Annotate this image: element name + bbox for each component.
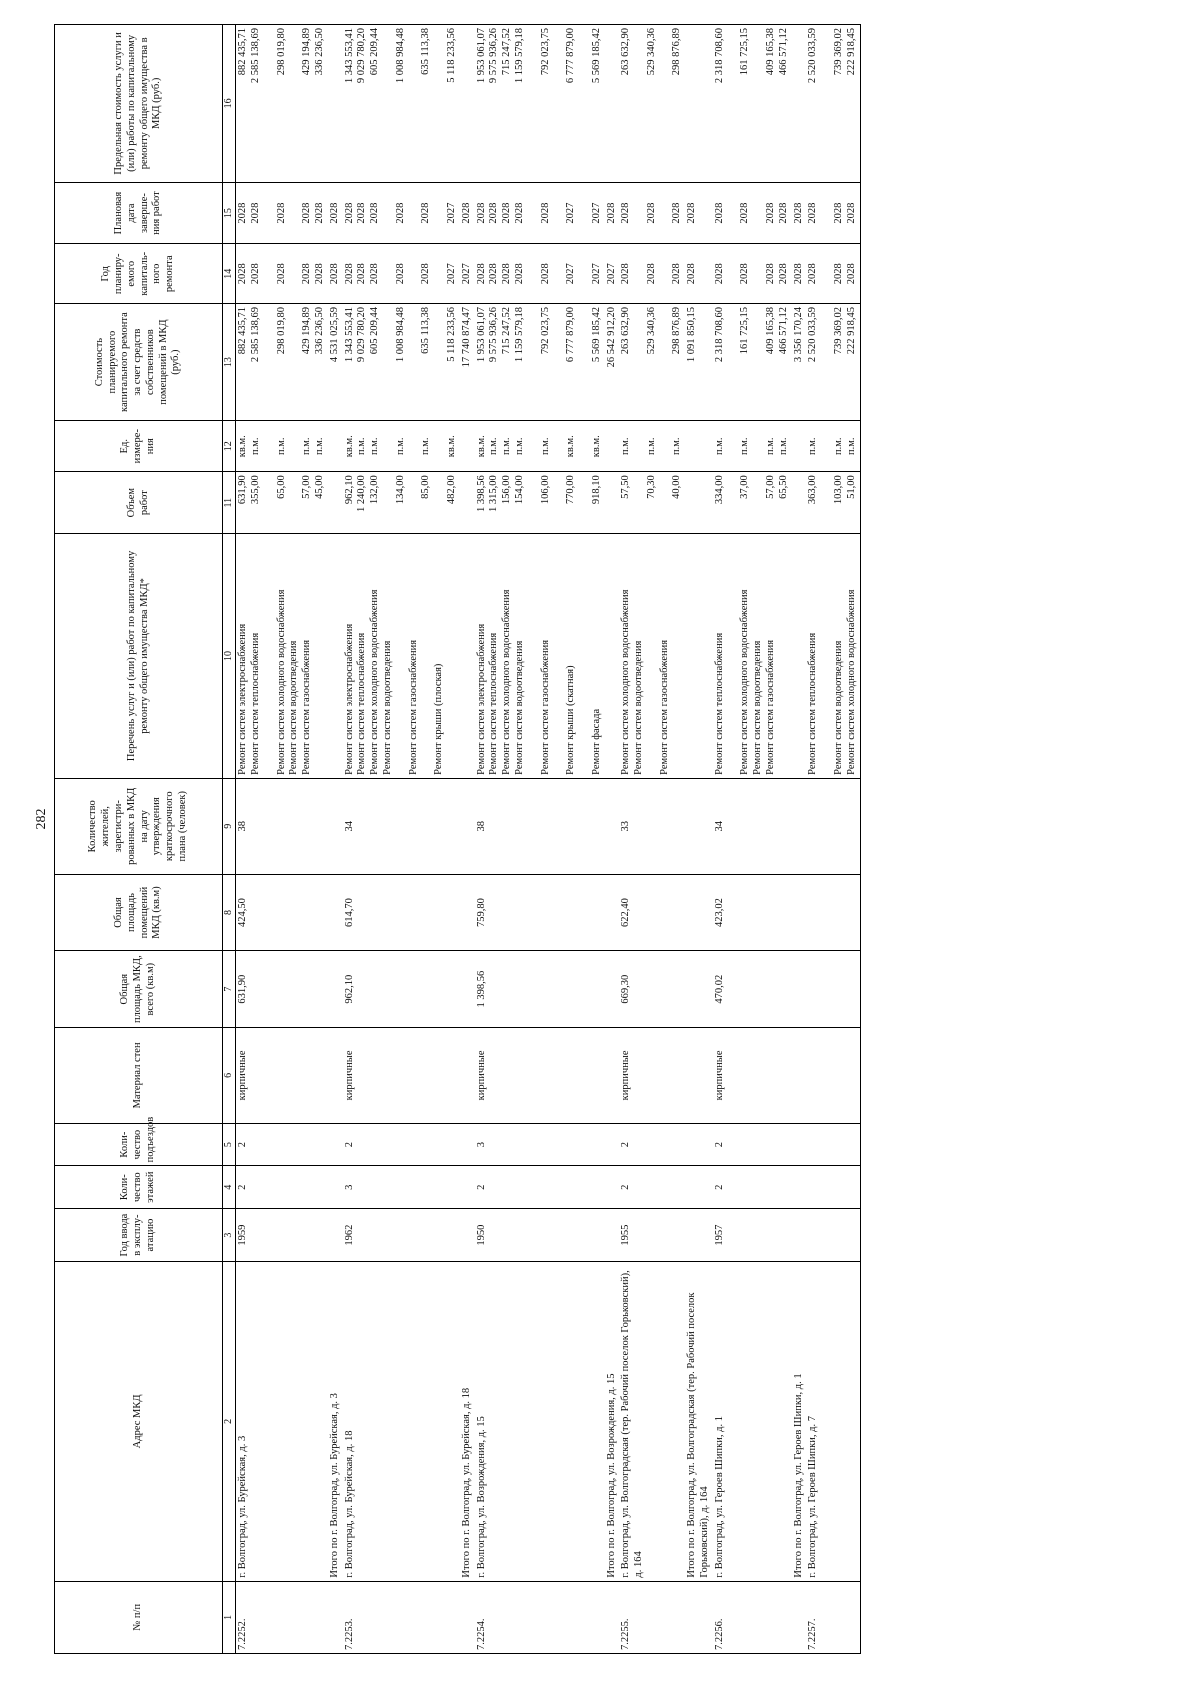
wall-material-cell: кирпичные [343, 1028, 460, 1124]
works-list-cell [605, 534, 620, 779]
planned-cost-cell: 882 435,71 2 585 138,69 298 019,80 429 194,89 336 236,50 [236, 304, 328, 421]
completion-date-cell: 2028 2028 2028 2028 [713, 182, 792, 244]
unit-cell [605, 421, 620, 472]
work-volume-cell [460, 472, 475, 534]
entrances-cell [792, 1123, 807, 1166]
header-cell: Стоимость планируемого капитального ремонта за счет средств собственников помещений в МКД (руб.) [55, 304, 223, 421]
planned-cost-cell: 1 343 553,41 9 029 780,20 605 209,44 1 008 984,48 635 113,38 5 118 233,56 [343, 304, 460, 421]
residents-cell: 33 [619, 778, 685, 874]
work-volume-cell: 962,10 1 240,00 132,00 134,00 85,00 482,00 [343, 472, 460, 534]
column-number: 3 [223, 1208, 236, 1261]
column-number: 6 [223, 1028, 236, 1124]
unit-cell [685, 421, 713, 472]
year-built-cell [328, 1208, 343, 1261]
total-area-cell [792, 951, 807, 1028]
planned-cost-cell: 3 356 170,24 [792, 304, 807, 421]
repair-year-cell: 2028 2028 2028 [619, 244, 685, 304]
repair-year-cell: 2028 2028 2028 2028 2028 [236, 244, 328, 304]
repair-year-cell: 2028 2028 2028 [806, 244, 860, 304]
total-row [605, 25, 620, 1654]
address-cell: Итого по г. Волгоград, ул. Волгоградская (тер. Рабочий поселок Горьковский), д. 164 [685, 1262, 713, 1581]
total-area-cell [328, 951, 343, 1028]
max-cost-cell [328, 25, 343, 183]
unit-cell: кв.м. п.м. п.м. п.м. п.м. кв.м. [343, 421, 460, 472]
column-number: 12 [223, 421, 236, 472]
floors-cell: 2 [619, 1166, 685, 1209]
row-number-cell: 7.2257. [806, 1581, 860, 1653]
residents-cell: 34 [713, 778, 792, 874]
row-number-cell [792, 1581, 807, 1653]
header-cell: Объем работ [55, 472, 223, 534]
table-row [236, 25, 328, 1654]
column-number: 8 [223, 874, 236, 951]
unit-cell: кв.м. п.м. п.м. п.м. п.м. [236, 421, 328, 472]
unit-cell: п.м. п.м. п.м. [619, 421, 685, 472]
row-number-cell [605, 1581, 620, 1653]
total-area-cell: 631,90 [236, 951, 328, 1028]
max-cost-cell [605, 25, 620, 183]
row-number-cell: 7.2256. [713, 1581, 792, 1653]
floors-cell [792, 1166, 807, 1209]
premises-area-cell: 759,80 [475, 874, 605, 951]
works-list-cell: Ремонт систем теплоснабжения Ремонт систем холодного водоснабжения Ремонт систем водоотведения Ремонт систем газоснабжения [713, 534, 792, 779]
planned-cost-cell: 4 531 025,59 [328, 304, 343, 421]
entrances-cell [460, 1123, 475, 1166]
wall-material-cell [328, 1028, 343, 1124]
table-row [806, 25, 860, 1654]
row-number-cell [328, 1581, 343, 1653]
header-cell: Коли-чество подъездов [55, 1123, 223, 1166]
repair-year-cell: 2028 2028 2028 2028 2028 2027 2027 [475, 244, 605, 304]
residents-cell [685, 778, 713, 874]
floors-cell [685, 1166, 713, 1209]
entrances-cell: 2 [713, 1123, 792, 1166]
table-row [713, 25, 792, 1654]
total-area-cell [460, 951, 475, 1028]
row-number-cell: 7.2255. [619, 1581, 685, 1653]
floors-cell [605, 1166, 620, 1209]
entrances-cell: 2 [236, 1123, 328, 1166]
year-built-cell: 1950 [475, 1208, 605, 1261]
premises-area-cell: 424,50 [236, 874, 328, 951]
max-cost-cell: 2 520 033,59 739 369,02 222 918,45 [806, 25, 860, 183]
wall-material-cell: кирпичные [475, 1028, 605, 1124]
completion-date-cell: 2028 2028 2028 [806, 182, 860, 244]
wall-material-cell: кирпичные [619, 1028, 685, 1124]
header-cell: Общая площадь помещений МКД (кв.м) [55, 874, 223, 951]
residents-cell [328, 778, 343, 874]
wall-material-cell [806, 1028, 860, 1124]
year-built-cell [792, 1208, 807, 1261]
table-row [619, 25, 685, 1654]
work-volume-cell: 334,00 37,00 57,00 65,50 [713, 472, 792, 534]
unit-cell [792, 421, 807, 472]
total-area-cell: 470,02 [713, 951, 792, 1028]
completion-date-cell: 2028 [328, 182, 343, 244]
address-cell: г. Волгоград, ул. Бурейская, д. 18 [343, 1262, 460, 1581]
address-cell: г. Волгоград, ул. Волгоградская (тер. Рабочий поселок Горьковский), д. 164 [619, 1262, 685, 1581]
premises-area-cell [605, 874, 620, 951]
planned-cost-cell: 2 520 033,59 739 369,02 222 918,45 [806, 304, 860, 421]
column-number: 4 [223, 1166, 236, 1209]
table-body [236, 25, 860, 1654]
residents-cell: 38 [475, 778, 605, 874]
address-cell: Итого по г. Волгоград, ул. Бурейская, д. 18 [460, 1262, 475, 1581]
completion-date-cell: 2028 [605, 182, 620, 244]
work-volume-cell: 363,00 103,00 51,00 [806, 472, 860, 534]
planned-cost-cell: 2 318 708,60 161 725,15 409 165,38 466 571,12 [713, 304, 792, 421]
column-number: 2 [223, 1262, 236, 1581]
works-list-cell: Ремонт систем электроснабжения Ремонт систем теплоснабжения Ремонт систем холодного водоснабжения Ремонт систем водоотведения Ремонт систем газоснабжения Ремонт крыши (плоская) [343, 534, 460, 779]
year-built-cell [806, 1208, 860, 1261]
floors-cell: 3 [343, 1166, 460, 1209]
header-cell: Перечень услуг и (или) работ по капитальному ремонту общего имущества МКД* [55, 534, 223, 779]
year-built-cell [605, 1208, 620, 1261]
residents-cell [460, 778, 475, 874]
wall-material-cell [460, 1028, 475, 1124]
works-list-cell [792, 534, 807, 779]
residents-cell [792, 778, 807, 874]
column-number: 7 [223, 951, 236, 1028]
premises-area-cell: 622,40 [619, 874, 685, 951]
premises-area-cell [460, 874, 475, 951]
floors-cell [806, 1166, 860, 1209]
header-cell: Предельная стоимость услуги и (или) работы по капитальному ремонту общего имущества в МКД (руб.) [55, 25, 223, 183]
column-number: 9 [223, 778, 236, 874]
completion-date-cell: 2028 2028 2028 [619, 182, 685, 244]
planned-cost-cell: 1 953 061,07 9 575 936,26 715 247,52 1 159 579,18 792 023,75 6 777 879,00 5 569 185,42 [475, 304, 605, 421]
premises-area-cell [806, 874, 860, 951]
address-cell: Итого по г. Волгоград, ул. Бурейская, д. 3 [328, 1262, 343, 1581]
repair-year-cell: 2028 [328, 244, 343, 304]
address-cell: г. Волгоград, ул. Героев Шипки, д. 7 [806, 1262, 860, 1581]
unit-cell: кв.м. п.м. п.м. п.м. п.м. кв.м. кв.м. [475, 421, 605, 472]
entrances-cell [806, 1123, 860, 1166]
floors-cell: 2 [713, 1166, 792, 1209]
column-number: 1 [223, 1581, 236, 1653]
completion-date-cell: 2028 [792, 182, 807, 244]
header-cell: Количество жителей, зарегистри-рованных в МКД на дату утверждения краткосрочного плана (человек) [55, 778, 223, 874]
column-number: 15 [223, 182, 236, 244]
entrances-cell: 2 [619, 1123, 685, 1166]
unit-cell: п.м. п.м. п.м. п.м. [713, 421, 792, 472]
row-number-cell: 7.2252. [236, 1581, 328, 1653]
completion-date-cell: 2028 2028 2028 2028 2028 2027 [343, 182, 460, 244]
header-cell: Год планиру-емого капиталь-ного ремонта [55, 244, 223, 304]
total-row [685, 25, 713, 1654]
works-list-cell: Ремонт систем теплоснабжения Ремонт систем водоотведения Ремонт систем холодного водоснабжения [806, 534, 860, 779]
unit-cell [460, 421, 475, 472]
max-cost-cell [685, 25, 713, 183]
column-number: 16 [223, 25, 236, 183]
header-cell: № п/п [55, 1581, 223, 1653]
repair-year-cell: 2028 2028 2028 2028 2028 2027 [343, 244, 460, 304]
premises-area-cell: 423,02 [713, 874, 792, 951]
header-row [55, 25, 223, 1654]
column-number-row [223, 25, 236, 1654]
year-built-cell: 1957 [713, 1208, 792, 1261]
column-number: 5 [223, 1123, 236, 1166]
work-volume-cell: 1 398,56 1 315,00 156,00 154,00 106,00 770,00 918,10 [475, 472, 605, 534]
max-cost-cell: 2 318 708,60 161 725,15 409 165,38 466 571,12 [713, 25, 792, 183]
address-cell: г. Волгоград, ул. Героев Шипки, д. 1 [713, 1262, 792, 1581]
planned-cost-cell: 263 632,90 529 340,36 298 876,89 [619, 304, 685, 421]
total-area-cell: 669,30 [619, 951, 685, 1028]
column-number: 13 [223, 304, 236, 421]
year-built-cell [685, 1208, 713, 1261]
planned-cost-cell: 17 740 874,47 [460, 304, 475, 421]
premises-area-cell [328, 874, 343, 951]
max-cost-cell: 882 435,71 2 585 138,69 298 019,80 429 194,89 336 236,50 [236, 25, 328, 183]
wall-material-cell: кирпичные [236, 1028, 328, 1124]
address-cell: г. Волгоград, ул. Возрождения, д. 15 [475, 1262, 605, 1581]
total-row [792, 25, 807, 1654]
header-cell: Общая площадь МКД, всего (кв.м) [55, 951, 223, 1028]
year-built-cell [460, 1208, 475, 1261]
total-area-cell: 1 398,56 [475, 951, 605, 1028]
year-built-cell: 1962 [343, 1208, 460, 1261]
works-list-cell: Ремонт систем холодного водоснабжения Ремонт систем водоотведения Ремонт систем газоснабжения [619, 534, 685, 779]
address-cell: Итого по г. Волгоград, ул. Героев Шипки, д. 1 [792, 1262, 807, 1581]
row-number-cell: 7.2254. [475, 1581, 605, 1653]
works-list-cell: Ремонт систем электроснабжения Ремонт систем теплоснабжения Ремонт систем холодного водоснабжения Ремонт систем водоотведения Ремонт систем газоснабжения [236, 534, 328, 779]
max-cost-cell: 263 632,90 529 340,36 298 876,89 [619, 25, 685, 183]
wall-material-cell [792, 1028, 807, 1124]
repair-year-cell: 2028 [792, 244, 807, 304]
work-volume-cell [792, 472, 807, 534]
unit-cell [328, 421, 343, 472]
total-row [328, 25, 343, 1654]
wall-material-cell [685, 1028, 713, 1124]
table-row [343, 25, 460, 1654]
entrances-cell: 2 [343, 1123, 460, 1166]
residents-cell [806, 778, 860, 874]
header-cell: Плановая дата заверше-ния работ [55, 182, 223, 244]
premises-area-cell [685, 874, 713, 951]
max-cost-cell: 1 343 553,41 9 029 780,20 605 209,44 1 008 984,48 635 113,38 5 118 233,56 [343, 25, 460, 183]
works-list-cell: Ремонт систем электроснабжения Ремонт систем теплоснабжения Ремонт систем холодного водоснабжения Ремонт систем водоотведения Ремонт систем газоснабжения Ремонт крыши (скатная) Ремонт фасада [475, 534, 605, 779]
total-area-cell [605, 951, 620, 1028]
works-list-cell [328, 534, 343, 779]
total-area-cell [685, 951, 713, 1028]
work-volume-cell [605, 472, 620, 534]
column-number: 10 [223, 534, 236, 779]
entrances-cell [605, 1123, 620, 1166]
header-cell: Адрес МКД [55, 1262, 223, 1581]
residents-cell [605, 778, 620, 874]
repair-plan-table [54, 24, 861, 1654]
column-number: 14 [223, 244, 236, 304]
entrances-cell [328, 1123, 343, 1166]
work-volume-cell [685, 472, 713, 534]
residents-cell: 38 [236, 778, 328, 874]
wall-material-cell: кирпичные [713, 1028, 792, 1124]
table-row [475, 25, 605, 1654]
total-row [460, 25, 475, 1654]
premises-area-cell [792, 874, 807, 951]
year-built-cell: 1955 [619, 1208, 685, 1261]
premises-area-cell: 614,70 [343, 874, 460, 951]
address-cell: г. Волгоград, ул. Бурейская, д. 3 [236, 1262, 328, 1581]
entrances-cell: 3 [475, 1123, 605, 1166]
header-cell: Ед. измере-ния [55, 421, 223, 472]
wall-material-cell [605, 1028, 620, 1124]
completion-date-cell: 2028 2028 2028 2028 2028 2027 2027 [475, 182, 605, 244]
repair-year-cell: 2028 [685, 244, 713, 304]
page-number: 282 [34, 808, 49, 830]
completion-date-cell: 2028 2028 2028 2028 2028 [236, 182, 328, 244]
header-cell: Коли-чество этажей [55, 1166, 223, 1209]
max-cost-cell [460, 25, 475, 183]
floors-cell: 2 [236, 1166, 328, 1209]
header-cell: Год ввода в эксплу-атацию [55, 1208, 223, 1261]
works-list-cell [685, 534, 713, 779]
max-cost-cell [792, 25, 807, 183]
row-number-cell [460, 1581, 475, 1653]
unit-cell: п.м. п.м. п.м. [806, 421, 860, 472]
entrances-cell [685, 1123, 713, 1166]
completion-date-cell: 2028 [460, 182, 475, 244]
row-number-cell [685, 1581, 713, 1653]
row-number-cell: 7.2253. [343, 1581, 460, 1653]
column-number: 11 [223, 472, 236, 534]
repair-year-cell: 2028 2028 2028 2028 [713, 244, 792, 304]
header-cell: Материал стен [55, 1028, 223, 1124]
residents-cell: 34 [343, 778, 460, 874]
planned-cost-cell: 26 542 912,20 [605, 304, 620, 421]
year-built-cell: 1959 [236, 1208, 328, 1261]
floors-cell [460, 1166, 475, 1209]
repair-year-cell: 2027 [605, 244, 620, 304]
total-area-cell [806, 951, 860, 1028]
floors-cell: 2 [475, 1166, 605, 1209]
max-cost-cell: 1 953 061,07 9 575 936,26 715 247,52 1 159 579,18 792 023,75 6 777 879,00 5 569 185,42 [475, 25, 605, 183]
completion-date-cell: 2028 [685, 182, 713, 244]
work-volume-cell: 631,90 355,00 65,00 57,00 45,00 [236, 472, 328, 534]
planned-cost-cell: 1 091 850,15 [685, 304, 713, 421]
work-volume-cell [328, 472, 343, 534]
works-list-cell [460, 534, 475, 779]
address-cell: Итого по г. Волгоград, ул. Возрождения, д. 15 [605, 1262, 620, 1581]
work-volume-cell: 57,50 70,30 40,00 [619, 472, 685, 534]
total-area-cell: 962,10 [343, 951, 460, 1028]
floors-cell [328, 1166, 343, 1209]
repair-year-cell: 2027 [460, 244, 475, 304]
